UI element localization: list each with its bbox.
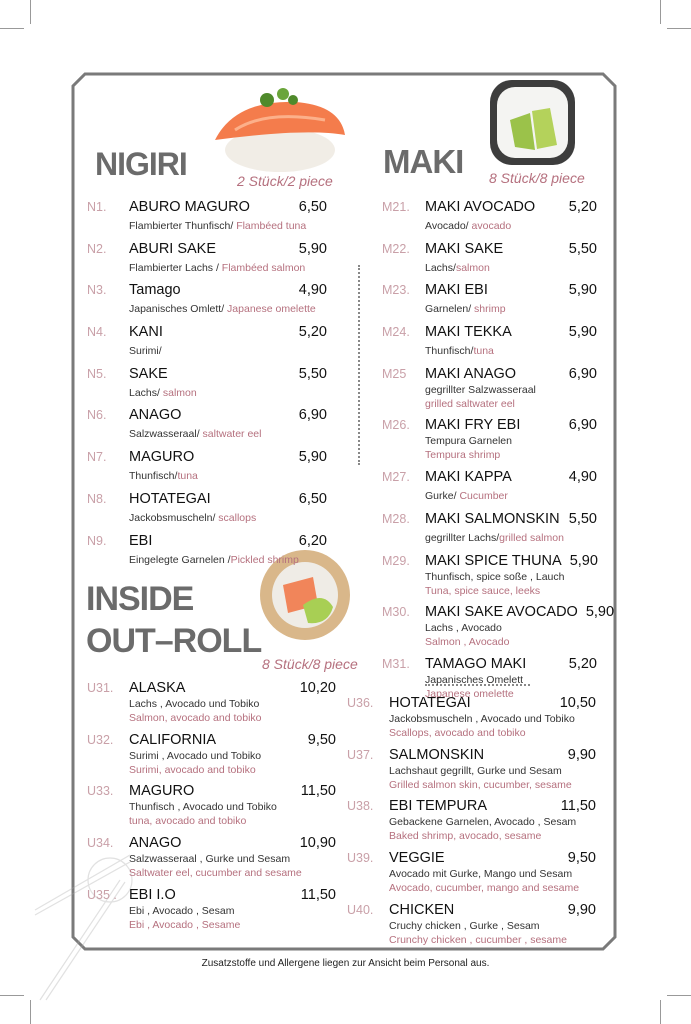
menu-item — [87, 835, 336, 880]
item-code: N5. — [87, 366, 107, 381]
item-code: M28. — [382, 511, 410, 526]
item-code: N7. — [87, 450, 107, 465]
item-description-de: gegrillter Lachs/ — [425, 531, 500, 544]
item-description-de: Cruchy chicken , Gurke , Sesam — [389, 919, 540, 932]
item-description-en: Flambéed tuna — [236, 220, 307, 232]
item-name: SAKE — [129, 365, 168, 382]
item-name: MAGURO — [129, 783, 195, 800]
item-price: 6,90 — [298, 407, 327, 424]
item-description-de: Thunfisch/ — [129, 470, 178, 483]
item-code: N8. — [87, 491, 107, 506]
item-description-de: Surimi/ — [129, 345, 162, 358]
section-title-inside-out-line1: INSIDE — [86, 580, 194, 618]
item-code: M31. — [382, 656, 410, 671]
item-name: ABURO MAGURO — [129, 199, 250, 215]
item-price: 5,90 — [569, 552, 598, 569]
item-price: 5,90 — [568, 324, 597, 341]
item-description-en: tuna, avocado and tobiko — [129, 815, 247, 828]
nigiri-pieces: 2 Stück/2 piece — [237, 173, 333, 189]
menu-item — [87, 407, 327, 442]
item-description-en: grilled salmon — [499, 531, 564, 544]
menu-item — [382, 282, 597, 317]
item-code: M29. — [382, 553, 410, 568]
item-description-de: Gebackene Garnelen, Avocado , Sesam — [389, 816, 577, 829]
inside-out-list-left — [87, 680, 336, 938]
item-price: 5,50 — [568, 240, 597, 257]
menu-item — [382, 199, 597, 234]
menu-item — [347, 850, 596, 895]
section-title-inside-out-line2: OUT–ROLL — [86, 622, 262, 660]
item-description-en: Saltwater eel, cucumber and sesame — [129, 867, 302, 880]
item-price: 9,50 — [567, 850, 596, 867]
item-name: MAKI TEKKA — [425, 324, 512, 341]
item-price: 9,90 — [567, 901, 596, 918]
item-description-de: Gurke/ — [425, 490, 460, 503]
item-price: 6,90 — [568, 365, 597, 382]
item-code: N4. — [87, 325, 107, 340]
item-code: U31. — [87, 681, 114, 695]
item-description-en: Surimi, avocado and tobiko — [129, 763, 256, 776]
item-description-de: Eingelegte Garnelen / — [129, 553, 231, 566]
item-price: 11,50 — [560, 798, 596, 815]
section-title-maki: MAKI — [383, 143, 464, 180]
item-description-de: Garnelen/ — [425, 303, 475, 316]
item-name: CALIFORNIA — [129, 731, 217, 748]
menu-item — [87, 199, 327, 234]
item-code: N1. — [87, 200, 107, 214]
item-code: N3. — [87, 283, 107, 298]
menu-item — [87, 449, 327, 484]
item-description-en: Avocado, cucumber, mango and sesame — [389, 882, 580, 895]
item-name: MAKI AVOCADO — [425, 199, 536, 215]
item-name: ANAGO — [129, 407, 182, 424]
item-price: 6,50 — [298, 490, 327, 507]
item-name: ABURI SAKE — [129, 240, 217, 257]
item-price: 6,50 — [298, 199, 327, 215]
item-price: 5,90 — [585, 604, 615, 621]
menu-item — [87, 241, 327, 276]
inside-out-pieces: 8 Stück/8 piece — [262, 656, 358, 672]
item-price: 5,50 — [298, 365, 327, 382]
item-price: 5,90 — [298, 449, 327, 466]
item-name: MAKI FRY EBI — [425, 417, 521, 434]
item-name: MAKI KAPPA — [425, 469, 512, 486]
item-name: VEGGIE — [389, 850, 445, 867]
item-code: M23. — [382, 283, 410, 298]
item-description-en: Cucumber — [459, 490, 508, 503]
item-price: 9,50 — [307, 731, 336, 748]
menu-item — [87, 533, 327, 568]
item-price: 5,20 — [298, 324, 327, 341]
item-description-de: Jackobsmuscheln , Avocado und Tobiko — [389, 713, 575, 725]
item-description-en: salmon — [455, 261, 490, 274]
item-description-de: Surimi , Avocado und Tobiko — [129, 749, 262, 762]
item-name: KANI — [129, 324, 163, 341]
item-price: 9,90 — [567, 746, 596, 763]
item-description-de: Thunfisch/ — [425, 345, 474, 358]
section-title-nigiri: NIGIRI — [95, 146, 187, 182]
item-description-de: Japanisches Omlett/ — [129, 303, 228, 316]
menu-item — [347, 695, 596, 740]
menu-item — [382, 417, 597, 462]
item-description-en: Scallops, avocado and tobiko — [389, 727, 526, 739]
item-description-en: Salmon , Avocado — [425, 636, 510, 649]
item-price: 5,20 — [568, 199, 597, 215]
item-description-en: Tempura shrimp — [425, 449, 501, 462]
item-code: U40. — [347, 902, 374, 917]
item-description-de: Avocado mit Gurke, Mango und Sesam — [389, 868, 573, 881]
item-description-en: Japanese omelette — [425, 687, 514, 700]
item-name: Tamago — [129, 282, 181, 299]
allergen-note: Zusatzstoffe und Allergene liegen zur Ansicht beim Personal aus. — [201, 958, 490, 969]
menu-item — [382, 553, 597, 598]
item-description-de: Lachs/ — [129, 386, 163, 399]
menu-item — [382, 511, 597, 546]
item-code: U35 . — [87, 887, 117, 902]
item-name: MAKI SALMONSKIN — [425, 510, 560, 527]
item-description-de: Flambierter Lachs / — [129, 261, 222, 274]
item-name: MAGURO — [129, 449, 195, 466]
item-description-de: Jackobsmuscheln/ — [129, 511, 219, 524]
item-description-de: Flambierter Thunfisch/ — [129, 220, 237, 232]
item-price: 4,90 — [298, 282, 327, 299]
item-price: 5,50 — [568, 510, 597, 527]
item-name: MAKI EBI — [425, 282, 488, 299]
item-name: MAKI SAKE — [425, 240, 504, 257]
item-code: N9. — [87, 533, 107, 548]
item-name: CHICKEN — [389, 901, 455, 918]
inside-out-list-right — [347, 695, 596, 953]
item-name: HOTATEGAI — [129, 490, 211, 507]
menu-item — [382, 469, 597, 504]
item-description-en: tuna — [177, 470, 198, 483]
item-code: M25 — [382, 366, 407, 381]
item-price: 5,20 — [568, 655, 597, 672]
item-description-de: Avocado/ — [425, 220, 472, 232]
item-price: 6,90 — [568, 417, 597, 434]
item-code: N2. — [87, 241, 107, 256]
item-description-de: Thunfisch , Avocado und Tobiko — [129, 801, 277, 814]
item-description-de: Thunfisch, spice soße , Lauch — [425, 570, 565, 583]
nigiri-list — [87, 199, 327, 574]
item-name: EBI — [129, 532, 153, 549]
menu-item — [347, 902, 596, 947]
menu-item — [87, 282, 327, 317]
item-price: 10,90 — [299, 835, 336, 852]
divider-dotted-vertical — [358, 265, 360, 465]
item-name: MAKI SPICE THUNA — [425, 552, 562, 569]
item-name: ALASKA — [129, 680, 186, 696]
item-price: 11,50 — [300, 886, 336, 903]
item-description-de: gegrillter Salzwasseraal — [425, 383, 536, 396]
item-description-en: Baked shrimp, avocado, sesame — [389, 830, 542, 843]
item-description-de: Lachshaut gegrillt, Gurke und Sesam — [389, 764, 562, 777]
item-description-en: salmon — [162, 386, 197, 399]
item-description-en: Crunchy chicken , cucumber , sesame — [389, 933, 567, 946]
item-code: M27. — [382, 470, 410, 485]
item-price: 10,50 — [559, 695, 596, 711]
item-name: TAMAGO MAKI — [425, 655, 527, 672]
item-description-en: Salmon, avocado and tobiko — [129, 712, 262, 724]
item-code: M21. — [382, 200, 410, 214]
item-code: U36. — [347, 696, 374, 710]
nigiri-image — [205, 80, 350, 175]
item-name: EBI TEMPURA — [389, 798, 488, 815]
item-name: MAKI SAKE AVOCADO — [425, 604, 578, 621]
item-price: 5,90 — [568, 282, 597, 299]
item-description-de: Lachs/ — [425, 261, 456, 274]
menu-item — [347, 747, 596, 792]
item-code: U32. — [87, 732, 114, 747]
item-name: MAKI ANAGO — [425, 365, 517, 382]
item-price: 10,20 — [299, 680, 336, 696]
item-description-en: Ebi , Avocado , Sesame — [129, 918, 241, 931]
item-description-en: avocado — [471, 220, 512, 232]
item-description-en: Grilled salmon skin, cucumber, sesame — [389, 778, 572, 791]
item-price: 5,90 — [298, 240, 327, 257]
item-description-en: Pickled shrimp — [230, 553, 299, 566]
menu-item — [382, 324, 597, 359]
item-code: M24. — [382, 325, 410, 340]
item-name: ANAGO — [129, 835, 182, 852]
item-description-en: Flambéed salmon — [221, 261, 306, 274]
item-name: HOTATEGAI — [389, 695, 471, 711]
item-code: U38. — [347, 799, 374, 814]
item-price: 11,50 — [300, 783, 336, 800]
item-price: 6,20 — [298, 532, 327, 549]
item-description-en: saltwater eel — [202, 428, 262, 441]
item-description-en: Japanese omelette — [227, 303, 316, 316]
item-description-en: tuna — [473, 345, 494, 358]
item-description-en: grilled saltwater eel — [425, 397, 515, 410]
item-description-de: Tempura Garnelen — [425, 435, 512, 448]
menu-item — [87, 366, 327, 401]
maki-list — [382, 199, 615, 708]
item-description-de: Ebi , Avocado , Sesam — [129, 904, 235, 917]
item-name: EBI I.O — [129, 886, 176, 903]
item-description-de: Lachs , Avocado — [425, 622, 502, 635]
item-description-en: shrimp — [474, 303, 506, 316]
item-description-de: Salzwasseraal , Gurke und Sesam — [129, 853, 291, 866]
menu-item — [87, 324, 327, 359]
item-description-de: Salzwasseraal/ — [129, 428, 203, 441]
item-code: U37. — [347, 747, 374, 762]
item-code: M22. — [382, 241, 410, 256]
item-code: N6. — [87, 408, 107, 423]
menu-item — [87, 491, 327, 526]
item-description-de: Japanisches Omelett — [425, 673, 524, 686]
item-code: U39. — [347, 851, 374, 866]
menu-item — [87, 680, 336, 725]
menu-item — [347, 798, 596, 843]
menu-item — [87, 783, 336, 828]
item-code: M30. — [382, 605, 410, 620]
item-description-en: scallops — [218, 511, 257, 524]
item-price: 4,90 — [568, 469, 597, 486]
item-code: U34. — [87, 836, 114, 851]
item-code: M26. — [382, 418, 410, 433]
maki-image — [485, 75, 580, 170]
menu-item — [382, 604, 615, 649]
item-description-de: Lachs , Avocado und Tobiko — [129, 698, 260, 710]
maki-pieces: 8 Stück/8 piece — [489, 170, 585, 186]
menu-item — [382, 366, 597, 411]
menu-item — [382, 241, 597, 276]
item-description-en: Tuna, spice sauce, leeks — [425, 584, 541, 597]
menu-item — [87, 732, 336, 777]
item-name: SALMONSKIN — [389, 746, 485, 763]
item-code: U33. — [87, 784, 114, 799]
menu-item — [87, 887, 336, 932]
